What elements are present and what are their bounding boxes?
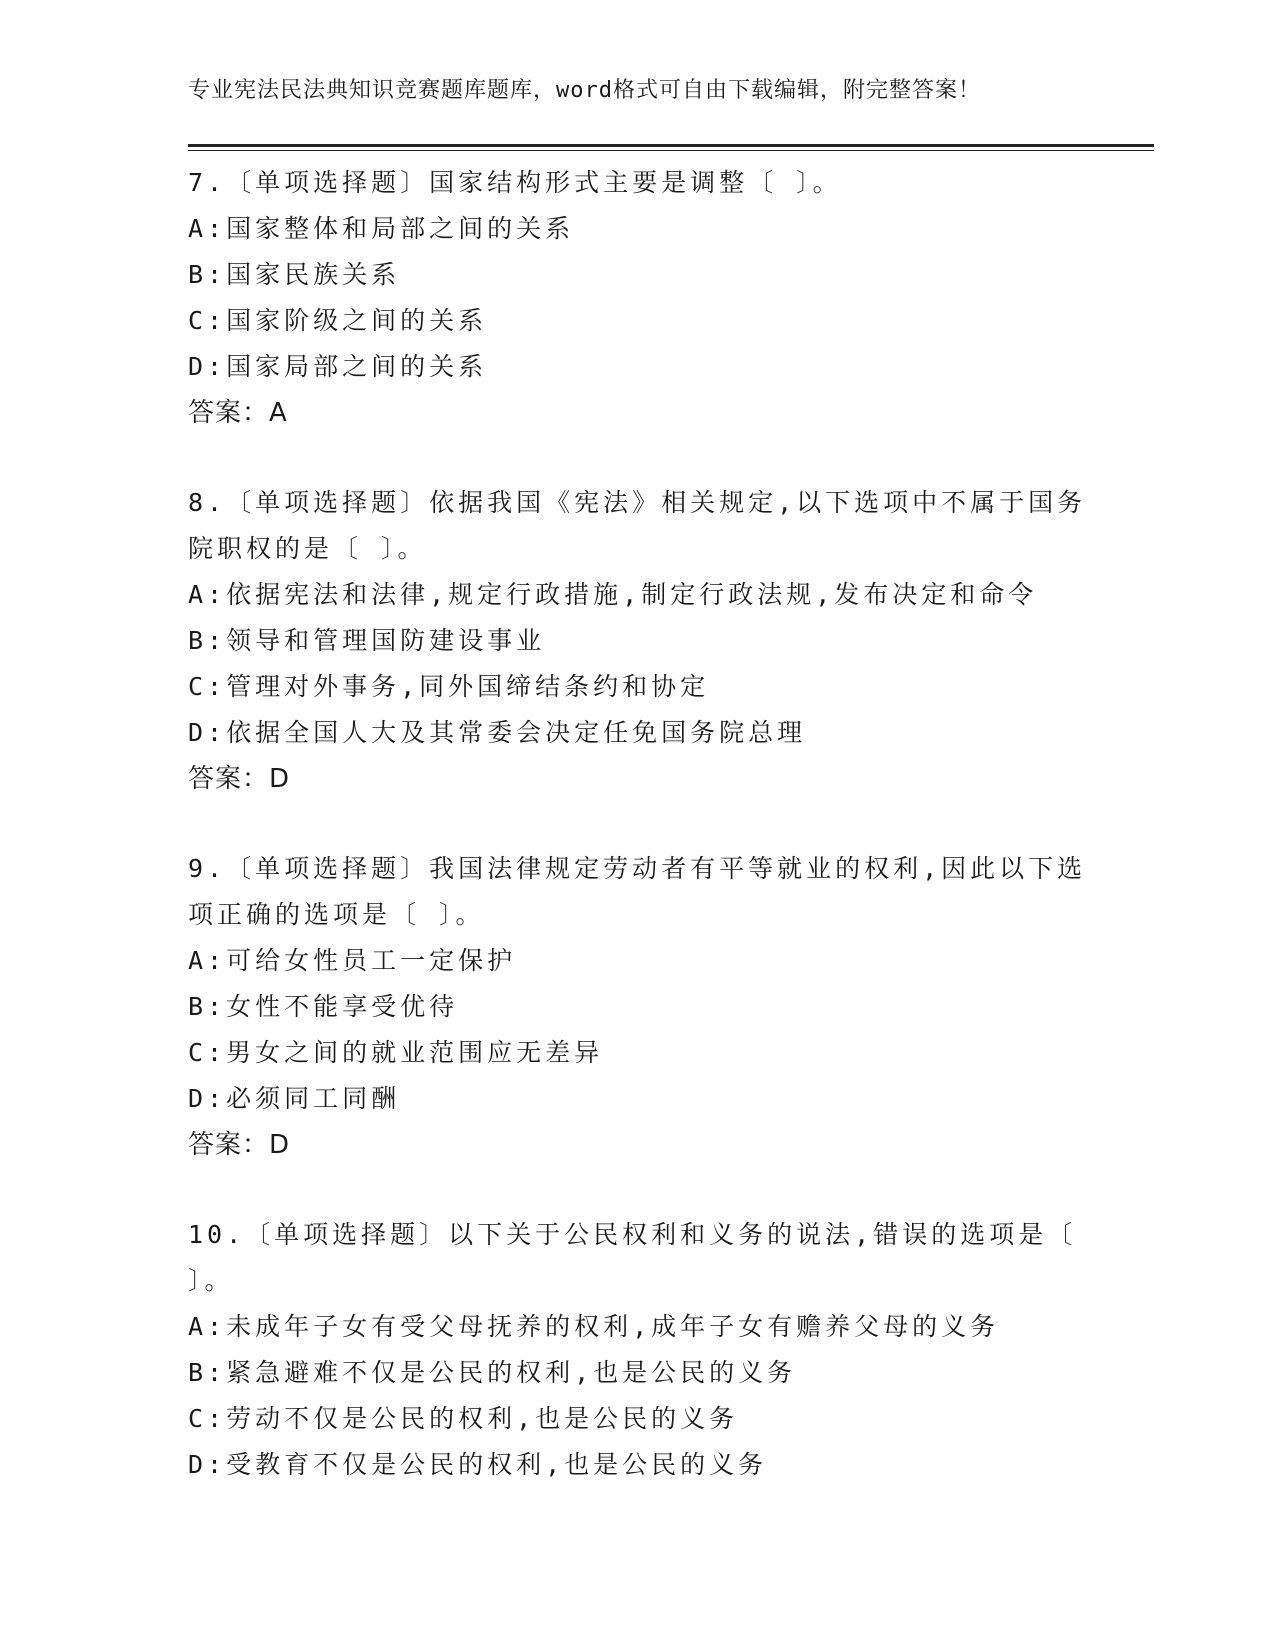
option-a: A:依据宪法和法律,规定行政措施,制定行政法规,发布决定和命令 xyxy=(188,580,1038,609)
option-c: C:男女之间的就业范围应无差异 xyxy=(188,1038,604,1067)
option-d: D:必须同工同酬 xyxy=(188,1084,401,1113)
header-divider-thin xyxy=(188,150,1154,151)
question-stem: 9.〔单项选择题〕我国法律规定劳动者有平等就业的权利,因此以下选 xyxy=(188,854,1087,883)
option-a: A:未成年子女有受父母抚养的权利,成年子女有赡养父母的义务 xyxy=(188,1312,1000,1341)
option-c: C:劳动不仅是公民的权利,也是公民的义务 xyxy=(188,1404,739,1433)
answer-line: 答案：D xyxy=(188,764,291,794)
question-stem: 10.〔单项选择题〕以下关于公民权利和义务的说法,错误的选项是〔 xyxy=(188,1220,1077,1249)
option-c: C:管理对外事务,同外国缔结条约和协定 xyxy=(188,672,710,701)
option-b: B:女性不能享受优待 xyxy=(188,992,459,1021)
option-a: A:可给女性员工一定保护 xyxy=(188,946,517,975)
option-d: D:国家局部之间的关系 xyxy=(188,352,488,381)
question-stem: 8.〔单项选择题〕依据我国《宪法》相关规定,以下选项中不属于国务 xyxy=(188,488,1087,517)
question-stem-continued: 〕。 xyxy=(188,1266,234,1295)
option-c: C:国家阶级之间的关系 xyxy=(188,306,488,335)
question-stem-continued: 院职权的是〔 〕。 xyxy=(188,534,427,563)
answer-line: 答案：A xyxy=(188,398,288,428)
question-8 xyxy=(188,480,1148,802)
option-d: D:依据全国人大及其常委会决定任免国务院总理 xyxy=(188,718,807,747)
question-7 xyxy=(188,160,1148,436)
question-9 xyxy=(188,846,1148,1168)
answer-line: 答案：D xyxy=(188,1130,291,1160)
option-b: B:紧急避难不仅是公民的权利,也是公民的义务 xyxy=(188,1358,797,1387)
question-stem: 7.〔单项选择题〕国家结构形式主要是调整〔 〕。 xyxy=(188,168,842,197)
question-list xyxy=(188,160,1148,1532)
question-stem-continued: 项正确的选项是〔 〕。 xyxy=(188,900,485,929)
header-divider-thick xyxy=(188,144,1154,147)
document-header: 专业宪法民法典知识竞赛题库题库，word格式可自由下载编辑，附完整答案！ xyxy=(188,78,981,103)
question-10 xyxy=(188,1212,1148,1488)
option-b: B:领导和管理国防建设事业 xyxy=(188,626,546,655)
option-a: A:国家整体和局部之间的关系 xyxy=(188,214,575,243)
option-d: D:受教育不仅是公民的权利,也是公民的义务 xyxy=(188,1450,768,1479)
option-b: B:国家民族关系 xyxy=(188,260,401,289)
